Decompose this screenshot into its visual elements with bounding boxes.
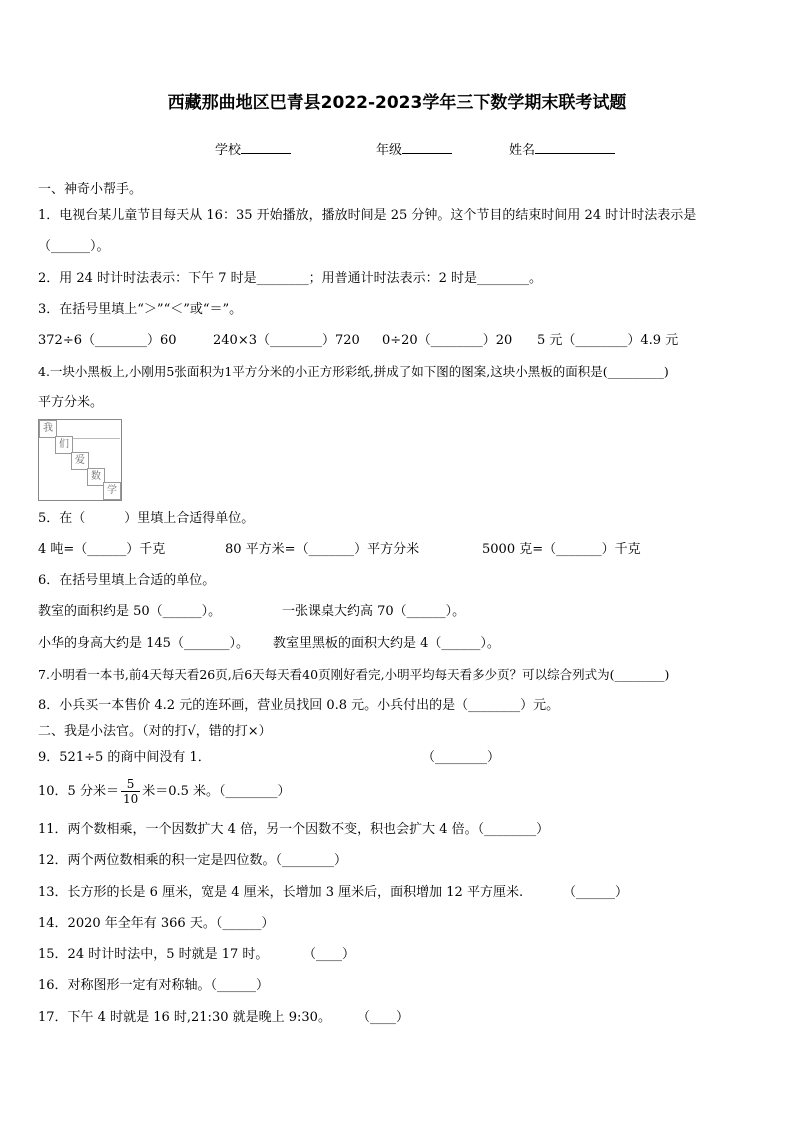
- q2: 2．用 24 时计时法表示：下午 7 时是________；用普通计时法表示：2 时是________。: [38, 271, 543, 286]
- q6: 6．在括号里填上合适的单位。: [38, 573, 216, 588]
- grid-cell-5: 学: [103, 482, 121, 500]
- q13: 13．长方形的长是 6 厘米，宽是 4 厘米，长增加 3 厘米后，面积增加 12 平方厘米.: [38, 885, 524, 900]
- q9-answer-blank[interactable]: （________）: [422, 750, 501, 765]
- q4-line2: 平方分米。: [38, 395, 104, 410]
- q15: 15．24 时计时法中，5 时就是 17 时。: [38, 947, 269, 962]
- grid-cell-3: 爱: [71, 452, 89, 470]
- q15-answer-blank[interactable]: （____）: [303, 947, 356, 962]
- q3-item-4: 5 元（________）4.9 元: [537, 333, 679, 348]
- q7: 7.小明看一本书,前4天每天看26页,后6天每天看40页刚好看完,小明平均每天看多少页？可以综合列式为(________): [38, 667, 670, 682]
- school-field: [215, 141, 291, 159]
- q10: [38, 775, 291, 809]
- q12: 12．两个两位数相乘的积一定是四位数。（________）: [38, 853, 348, 868]
- q9: 9．521÷5 的商中间没有 1．: [38, 750, 211, 765]
- q11: 11．两个数相乘，一个因数扩大 4 倍，另一个因数不变，积也会扩大 4 倍。（________）: [38, 822, 550, 837]
- page-title: 西藏那曲地区巴青县2022-2023学年三下数学期末联考试题: [167, 93, 627, 113]
- q16: 16．对称图形一定有对称轴。（______）: [38, 978, 270, 993]
- q5-item-2: 80 平方米=（_______）平方分米: [225, 542, 420, 557]
- grid-cell-1: 我: [39, 420, 57, 438]
- name-field: [509, 141, 615, 159]
- q6-item-1: 教室的面积约是 50（______）。: [38, 604, 222, 619]
- name-blank[interactable]: [535, 141, 615, 154]
- section1-heading: 一、神奇小帮手。: [38, 182, 143, 197]
- q6-item-2: 一张课桌大约高 70（______）。: [282, 604, 466, 619]
- q6-item-4: 教室里黑板的面积大约是 4（______）。: [273, 636, 500, 651]
- q10-suffix: 米＝0.5 米。（________）: [142, 784, 291, 799]
- grade-field: [376, 141, 452, 159]
- q17-answer-blank[interactable]: （____）: [357, 1010, 410, 1025]
- school-blank[interactable]: [241, 141, 291, 154]
- q4-figure: [38, 419, 122, 501]
- q6-item-3: 小华的身高大约是 145（_______）。: [38, 636, 249, 651]
- q5: 5．在（ ）里填上合适得单位。: [38, 511, 255, 526]
- q5-item-1: 4 吨=（______）千克: [38, 542, 166, 557]
- grid-cell-2: 们: [55, 436, 73, 454]
- q3: 3．在括号里填上“＞”“＜”或“＝”。: [38, 302, 243, 317]
- q4-line1: 4.一块小黑板上,小刚用5张面积为1平方分米的小正方形彩纸,拼成了如下图的图案,这块小黑板的面积是(_________): [38, 364, 669, 379]
- q1-line1: 1．电视台某儿童节目每天从 16：35 开始播放，播放时间是 25 分钟。这个节目的结束时间用 24 时计时法表示是: [38, 208, 697, 223]
- grade-blank[interactable]: [402, 141, 452, 154]
- q13-answer-blank[interactable]: （______）: [563, 885, 629, 900]
- q3-item-2: 240×3（________）720: [213, 333, 360, 348]
- section2-heading: 二、我是小法官。（对的打√，错的打×）: [38, 724, 272, 739]
- q14: 14．2020 年全年有 366 天。（______）: [38, 916, 275, 931]
- q17: 17．下午 4 时就是 16 时,21:30 就是晚上 9:30。: [38, 1010, 331, 1025]
- grade-label: 年级: [376, 143, 403, 158]
- q3-item-3: 0÷20（________）20: [382, 333, 513, 348]
- q10-prefix: 10．5 分米＝: [38, 784, 119, 799]
- name-label: 姓名: [509, 143, 536, 158]
- school-label: 学校: [215, 143, 242, 158]
- q5-item-3: 5000 克=（_______）千克: [482, 542, 641, 557]
- q1-line2: （______）。: [38, 239, 110, 254]
- q3-item-1: 372÷6（________）60: [38, 333, 177, 348]
- q10-numerator: 5: [121, 777, 140, 792]
- q8: 8．小兵买一本售价 4.2 元的连环画，营业员找回 0.8 元。小兵付出的是（________）元。: [38, 698, 560, 713]
- q10-fraction: [121, 777, 140, 806]
- grid-cell-4: 数: [87, 468, 105, 486]
- q10-denominator: 10: [122, 792, 139, 806]
